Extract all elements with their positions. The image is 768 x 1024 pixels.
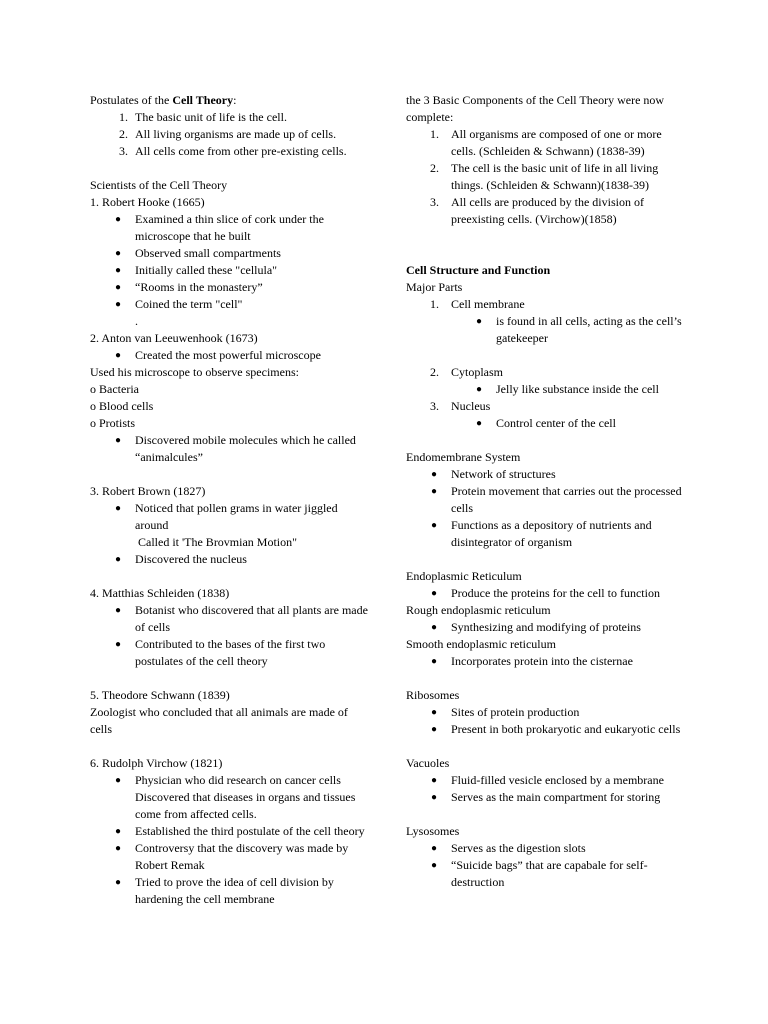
er-heading: Endoplasmic Reticulum bbox=[406, 569, 522, 583]
list-item: ● Produce the proteins for the cell to function bbox=[406, 585, 686, 602]
bullet-icon: ● bbox=[114, 826, 122, 837]
part-item: 2. Cytoplasm bbox=[430, 365, 504, 379]
bullet-icon: ● bbox=[475, 418, 483, 429]
list-item: ● Sites of protein production bbox=[406, 704, 686, 721]
list-item: ● Present in both prokaryotic and eukaryotic cells bbox=[406, 721, 686, 738]
bullet-icon: ● bbox=[430, 588, 438, 599]
endomembrane-heading: Endomembrane System bbox=[406, 450, 521, 464]
component-item: 1. All organisms are composed of one or more cells. (Schleiden & Schwann) (1838-39) bbox=[430, 127, 662, 158]
bullet-icon: ● bbox=[114, 282, 122, 293]
sub-item: ● Jelly like substance inside the cell bbox=[406, 381, 686, 398]
bullet-icon: ● bbox=[475, 316, 483, 327]
bullet-icon: ● bbox=[114, 350, 122, 361]
bullet-icon: ● bbox=[114, 639, 122, 650]
bullet-icon: ● bbox=[114, 554, 122, 565]
list-item: ● Functions as a depository of nutrients and disintegrator of organism bbox=[406, 517, 686, 551]
bullet-icon: ● bbox=[475, 384, 483, 395]
list-item: ● Serves as the main compartment for storing bbox=[406, 789, 686, 806]
list-item: ● Physician who did research on cancer cells Discovered that diseases in organs and tissues come from affected cells. bbox=[90, 772, 370, 823]
postulates-heading: Postulates of the Cell Theory: bbox=[90, 93, 237, 107]
list-item: ● Created the most powerful microscope bbox=[90, 347, 370, 364]
bullet-icon: ● bbox=[114, 265, 122, 276]
bullet-icon: ● bbox=[114, 248, 122, 259]
bullet-icon: ● bbox=[114, 877, 122, 888]
specimens-intro: Used his microscope to observe specimens: bbox=[90, 365, 299, 379]
vacuoles-heading: Vacuoles bbox=[406, 756, 450, 770]
list-item: ● Initially called these "cellula" bbox=[90, 262, 370, 279]
list-item: ● Discovered mobile molecules which he called “animalcules” bbox=[90, 432, 370, 466]
components-intro: the 3 Basic Components of the Cell Theory were now complete: bbox=[406, 93, 665, 124]
lysosomes-heading: Lysosomes bbox=[406, 824, 460, 838]
list-item: ● Observed small compartments bbox=[90, 245, 370, 262]
list-item: ● Discovered the nucleus bbox=[90, 551, 370, 568]
bullet-icon: ● bbox=[430, 843, 438, 854]
right-column bbox=[406, 92, 686, 891]
list-item: ● Established the third postulate of the cell theory bbox=[90, 823, 370, 840]
part-item: 3. Nucleus bbox=[430, 399, 491, 413]
bullet-icon: ● bbox=[430, 520, 438, 531]
list-item: ● Network of structures bbox=[406, 466, 686, 483]
bullet-icon: ● bbox=[114, 605, 122, 616]
component-item: 2. The cell is the basic unit of life in all living things. (Schleiden & Schwann)(1838-39) bbox=[430, 161, 659, 192]
list-item: ● Tried to prove the idea of cell division by hardening the cell membrane bbox=[90, 874, 370, 908]
hooke-heading: 1. Robert Hooke (1665) bbox=[90, 195, 205, 209]
list-item: ● Protein movement that carries out the processed cells bbox=[406, 483, 686, 517]
list-item: ● Botanist who discovered that all plants are made of cells bbox=[90, 602, 370, 636]
stray-dot: . bbox=[135, 314, 138, 328]
brownian-motion-note: Called it 'The Brovmian Motion" bbox=[138, 535, 298, 549]
list-item: ● Incorporates protein into the cisternae bbox=[406, 653, 686, 670]
bullet-icon: ● bbox=[430, 792, 438, 803]
specimen-item: o Bacteria bbox=[90, 382, 139, 396]
list-item: ● Controversy that the discovery was made by Robert Remak bbox=[90, 840, 370, 874]
sub-item: ● is found in all cells, acting as the cell’s gatekeeper bbox=[406, 313, 686, 347]
bullet-icon: ● bbox=[114, 775, 122, 786]
list-item: ● Fluid-filled vesicle enclosed by a membrane bbox=[406, 772, 686, 789]
specimen-item: o Protists bbox=[90, 416, 136, 430]
schwann-heading: 5. Theodore Schwann (1839) bbox=[90, 688, 230, 702]
postulate-item: 2. All living organisms are made up of cells. bbox=[119, 127, 337, 141]
bullet-icon: ● bbox=[430, 469, 438, 480]
postulate-item: 1. The basic unit of life is the cell. bbox=[119, 110, 287, 124]
list-item: ● “Suicide bags” that are capabale for self-destruction bbox=[406, 857, 686, 891]
bullet-icon: ● bbox=[114, 435, 122, 446]
rough-er-heading: Rough endoplasmic reticulum bbox=[406, 603, 551, 617]
part-item: 1. Cell membrane bbox=[430, 297, 525, 311]
list-item: ● Contributed to the bases of the first two postulates of the cell theory bbox=[90, 636, 370, 670]
cell-theory-bold: Cell Theory bbox=[172, 93, 234, 107]
ribosomes-heading: Ribosomes bbox=[406, 688, 460, 702]
leeuwenhoek-heading: 2. Anton van Leeuwenhook (1673) bbox=[90, 331, 258, 345]
list-item: ● “Rooms in the monastery” bbox=[90, 279, 370, 296]
specimen-item: o Blood cells bbox=[90, 399, 154, 413]
schwann-text: Zoologist who concluded that all animals are made of cells bbox=[90, 705, 348, 736]
bullet-icon: ● bbox=[430, 775, 438, 786]
bullet-icon: ● bbox=[114, 214, 122, 225]
schleiden-heading: 4. Matthias Schleiden (1838) bbox=[90, 586, 230, 600]
bullet-icon: ● bbox=[430, 860, 438, 871]
sub-item: ● Control center of the cell bbox=[406, 415, 686, 432]
scientists-heading: Scientists of the Cell Theory bbox=[90, 178, 228, 192]
smooth-er-heading: Smooth endoplasmic reticulum bbox=[406, 637, 556, 651]
bullet-icon: ● bbox=[430, 724, 438, 735]
list-item: ● Noticed that pollen grams in water jiggled around bbox=[90, 500, 370, 534]
bullet-icon: ● bbox=[114, 299, 122, 310]
list-item: ● Synthesizing and modifying of proteins bbox=[406, 619, 686, 636]
left-column bbox=[90, 92, 370, 908]
list-item: ● Coined the term "cell" bbox=[90, 296, 370, 313]
list-item: ● Examined a thin slice of cork under the microscope that he built bbox=[90, 211, 370, 245]
virchow-heading: 6. Rudolph Virchow (1821) bbox=[90, 756, 223, 770]
bullet-icon: ● bbox=[430, 656, 438, 667]
structure-heading: Cell Structure and Function bbox=[406, 263, 551, 277]
bullet-icon: ● bbox=[114, 843, 122, 854]
bullet-icon: ● bbox=[430, 622, 438, 633]
bullet-icon: ● bbox=[430, 486, 438, 497]
list-item: ● Serves as the digestion slots bbox=[406, 840, 686, 857]
brown-heading: 3. Robert Brown (1827) bbox=[90, 484, 206, 498]
postulate-item: 3. All cells come from other pre-existing cells. bbox=[119, 144, 347, 158]
component-item: 3. All cells are produced by the division of preexisting cells. (Virchow)(1858) bbox=[430, 195, 644, 226]
bullet-icon: ● bbox=[114, 503, 122, 514]
bullet-icon: ● bbox=[430, 707, 438, 718]
major-parts-label: Major Parts bbox=[406, 280, 463, 294]
